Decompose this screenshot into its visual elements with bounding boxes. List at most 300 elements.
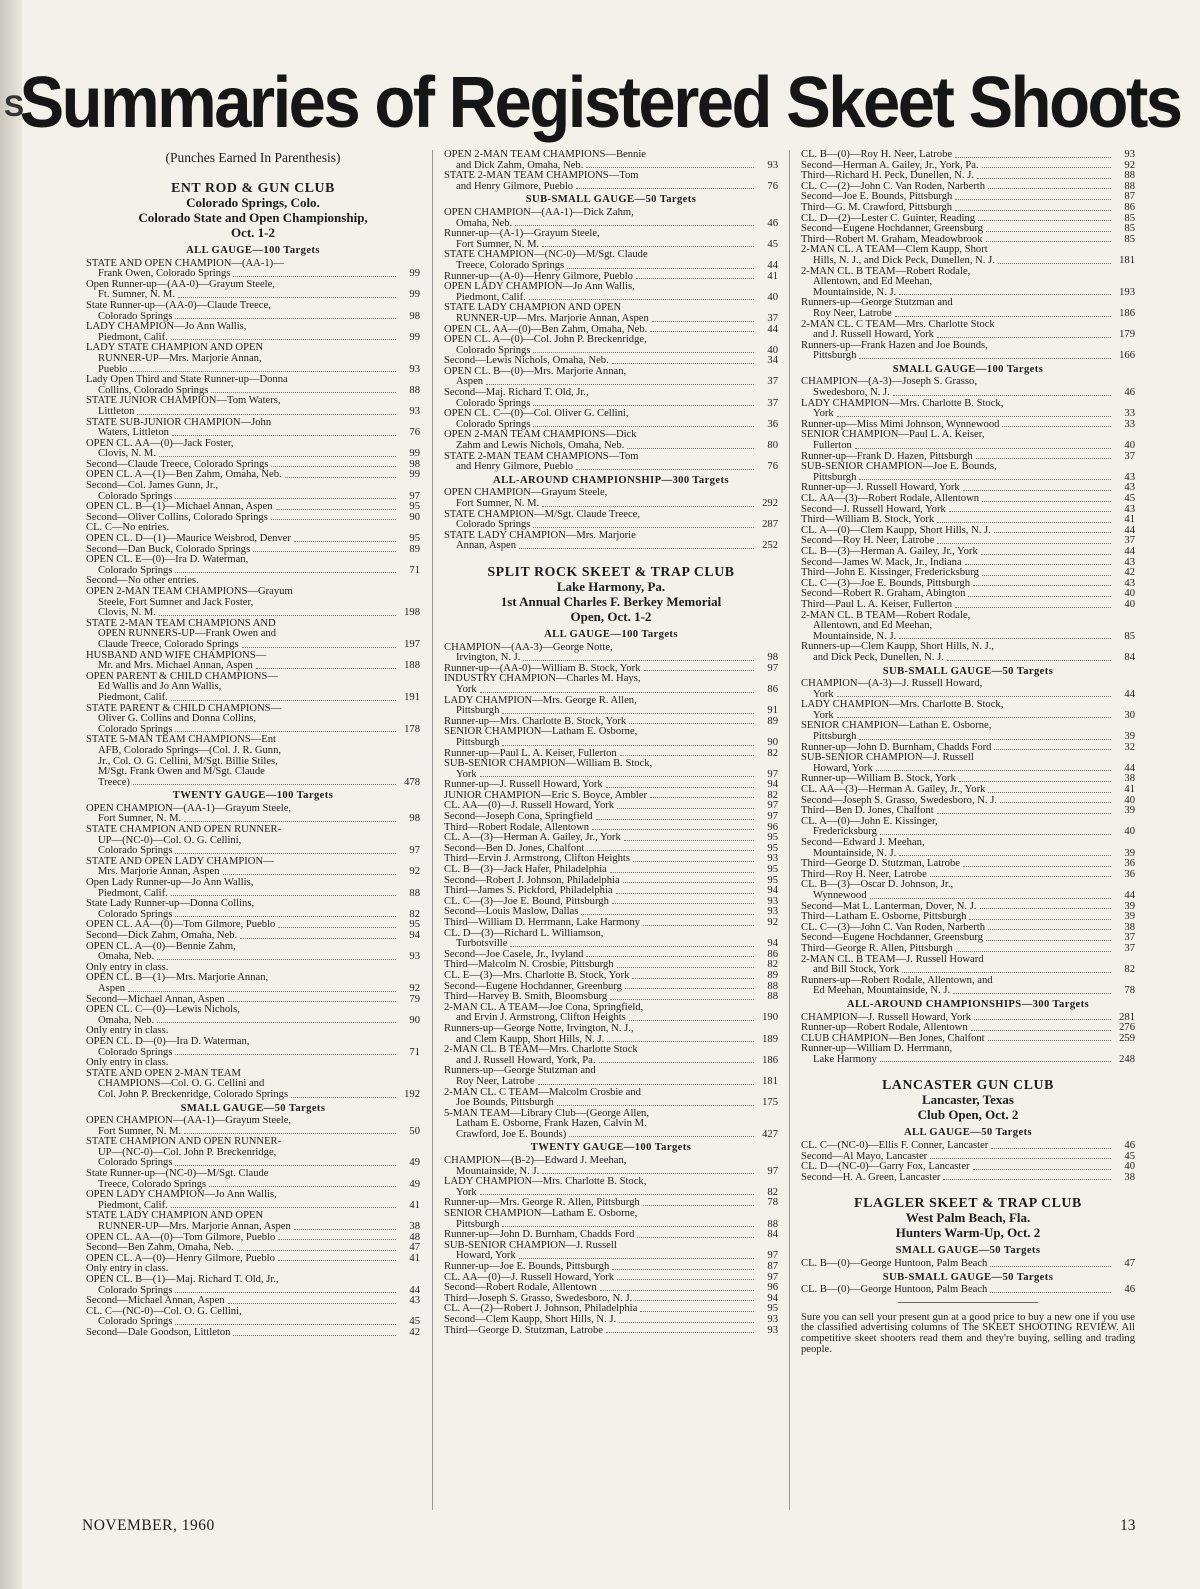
result-score: 33: [1124, 418, 1135, 430]
result-entry: [444, 282, 778, 303]
result-score: 94: [767, 779, 778, 791]
result-text: CL. AA—(0)—J. Russell Howard, York: [444, 800, 615, 812]
result-text: York: [456, 1186, 477, 1198]
column-1: [86, 150, 420, 1510]
result-score: 38: [409, 1221, 420, 1233]
leader-dots: [982, 501, 1111, 502]
result-line: [444, 1326, 778, 1337]
result-score: 88: [767, 980, 778, 992]
event-date: Open, Oct. 1-2: [570, 608, 652, 624]
result-entry: [444, 150, 778, 171]
result-text: Third—G. M. Crawford, Pittsburgh: [801, 201, 953, 213]
page-number: 13: [1120, 1517, 1136, 1534]
result-line: [86, 767, 420, 778]
result-text: SENIOR CHAMPION—Latham E. Osborne,: [444, 726, 638, 738]
leader-dots: [294, 1229, 396, 1230]
result-score: 43: [1124, 471, 1135, 483]
leader-dots: [623, 882, 754, 883]
leader-dots: [988, 792, 1111, 793]
result-line: [444, 150, 778, 161]
result-text: Colorado Springs: [98, 845, 173, 857]
result-text: Ed Wallis and Jo Ann Wallis,: [98, 681, 222, 693]
result-entry: [86, 396, 420, 417]
leader-dots: [1000, 802, 1111, 803]
result-entry: [444, 1209, 778, 1230]
result-entry: [801, 955, 1135, 976]
leader-dots: [480, 1194, 754, 1195]
result-line: [801, 494, 1135, 505]
result-text: OPEN CL. B—(1)—Maj. Richard T. Old, Jr.,: [86, 1274, 279, 1285]
result-text: CL. D—(NC-0)—Garry Fox, Lancaster: [801, 1161, 970, 1173]
result-score: 292: [762, 498, 778, 509]
leader-dots: [184, 821, 396, 822]
result-entry: [444, 1088, 778, 1109]
leader-dots: [228, 1001, 396, 1002]
leader-dots: [223, 874, 396, 875]
result-line: [801, 891, 1135, 902]
leader-dots: [990, 1292, 1111, 1293]
result-text: SENIOR CHAMPION—Latham E. Osborne,: [444, 1208, 638, 1220]
result-score: 93: [409, 405, 420, 417]
result-score: 92: [409, 866, 420, 878]
event-subheading: SMALL GAUGE—50 Targets: [180, 1102, 326, 1114]
leader-dots: [271, 466, 396, 467]
result-text: Third—Ervin J. Armstrong, Clifton Heights: [444, 853, 630, 865]
result-entry: [86, 651, 420, 672]
result-score: 40: [767, 344, 778, 356]
leader-dots: [991, 1148, 1111, 1149]
result-entry: [801, 494, 1135, 505]
result-score: 40: [1124, 598, 1135, 610]
event-subheading: ALL GAUGE—100 Targets: [544, 628, 678, 640]
result-score: 41: [767, 270, 778, 282]
result-text: Runner-up—Mrs. George R. Allen, Pittsburgh: [444, 1197, 640, 1209]
leader-dots: [519, 1258, 754, 1259]
leader-dots: [576, 188, 754, 189]
result-score: 32: [1124, 741, 1135, 753]
result-score: 42: [409, 1326, 420, 1338]
result-score: 84: [767, 1229, 778, 1241]
result-score: 94: [767, 1292, 778, 1304]
result-score: 38: [1124, 1171, 1135, 1183]
binding-edge-letter: S: [4, 90, 25, 123]
leader-dots: [994, 749, 1111, 750]
result-text: CL. A—(0)—John E. Kissinger,: [801, 815, 938, 827]
result-text: Runner-up—William D. Herrmann,: [801, 1043, 953, 1055]
leader-dots: [893, 395, 1111, 396]
result-line: [444, 1077, 778, 1088]
result-score: 85: [1124, 233, 1135, 245]
result-entry: [86, 942, 420, 963]
result-entry: [444, 674, 778, 695]
result-text: AFB, Colorado Springs—(Col. J. R. Gunn,: [98, 744, 282, 756]
result-text: OPEN CL. A—(1)—Ben Zahm, Omaha, Neb.: [86, 469, 282, 481]
result-text: STATE AND OPEN 2-MAN TEAM: [86, 1067, 241, 1079]
result-score: 192: [404, 1088, 420, 1100]
result-text: and Dick Peck, Dunellen, N. J.: [813, 651, 944, 663]
result-score: 93: [767, 1313, 778, 1325]
leader-dots: [837, 717, 1111, 718]
result-score: 82: [1124, 964, 1135, 976]
result-text: LADY STATE CHAMPION AND OPEN: [86, 342, 264, 354]
leader-dots: [157, 959, 396, 960]
result-score: 93: [1124, 150, 1135, 160]
result-entry: [444, 367, 778, 388]
result-line: [444, 759, 778, 770]
leader-dots: [619, 1322, 754, 1323]
result-score: 94: [767, 938, 778, 950]
leader-dots: [855, 448, 1111, 449]
result-text: Pittsburgh: [813, 350, 857, 362]
leader-dots: [629, 723, 754, 724]
club-name: ENT ROD & GUN CLUB: [171, 180, 335, 195]
result-text: Pueblo: [98, 363, 128, 375]
result-score: 44: [1124, 524, 1135, 536]
result-score: 44: [1124, 889, 1135, 901]
result-text: Only entry in class.: [86, 1025, 169, 1037]
result-text: State Runner-up—(AA-0)—Claude Treece,: [86, 299, 271, 311]
result-text: Second—Herman A. Gailey, Jr., York, Pa.: [801, 159, 979, 171]
result-entry: [801, 838, 1135, 859]
result-score: 93: [409, 951, 420, 963]
result-text: York: [456, 683, 477, 695]
result-text: 2-MAN CL. C TEAM—Mrs. Charlotte Stock: [801, 318, 995, 330]
result-text: Second—Lewis Nichols, Omaha, Neb.: [444, 355, 609, 367]
result-text: CL. C—(NC-0)—Col. O. G. Cellini,: [86, 1305, 242, 1317]
result-text: 2-MAN CL. B TEAM—Robert Rodale,: [801, 265, 971, 277]
result-line: [801, 351, 1135, 362]
result-text: Swedesboro, N. J.: [813, 387, 890, 399]
result-score: 76: [767, 180, 778, 192]
result-entry: [801, 976, 1135, 997]
result-text: UP—(NC-0)—Col. John P. Breckenridge,: [98, 1146, 277, 1158]
result-text: Third—George D. Stutzman, Latrobe: [801, 858, 960, 870]
result-score: 43: [1124, 503, 1135, 515]
result-text: Waters, Littleton: [98, 427, 169, 439]
leader-dots: [633, 861, 754, 862]
leader-dots: [644, 670, 754, 671]
leader-dots: [253, 551, 396, 552]
leader-dots: [937, 543, 1111, 544]
result-entry: [86, 439, 420, 460]
result-line: [86, 973, 420, 984]
result-score: 97: [409, 845, 420, 857]
leader-dots: [175, 853, 396, 854]
result-entry: [801, 817, 1135, 838]
result-entry: [444, 1024, 778, 1045]
result-score: 276: [1119, 1022, 1135, 1034]
result-entry: [86, 301, 420, 322]
result-text: Frank Owen, Colorado Springs: [98, 268, 231, 280]
leader-dots: [612, 1269, 754, 1270]
result-text: Second—Maj. Richard T. Old, Jr.,: [444, 387, 589, 399]
result-score: 84: [1124, 651, 1135, 663]
leader-dots: [880, 834, 1111, 835]
result-text: Latham E. Osborne, Frank Hazen, Calvin M.: [456, 1118, 647, 1130]
result-score: 79: [409, 993, 420, 1005]
result-entry: [801, 377, 1135, 398]
leader-dots: [973, 1169, 1111, 1170]
result-score: 90: [409, 511, 420, 523]
result-score: 93: [767, 906, 778, 918]
result-text: Third—William B. Stock, York: [801, 514, 935, 526]
result-entry: [801, 399, 1135, 420]
result-score: 46: [1124, 387, 1135, 399]
result-text: Treece): [98, 776, 130, 788]
result-score: 190: [762, 1012, 778, 1024]
result-text: Col. John P. Breckenridge, Colorado Springs: [98, 1088, 289, 1100]
result-text: Crawford, Joe E. Bounds): [456, 1128, 567, 1140]
result-text: Second—Mat L. Lanterman, Dover, N. J.: [801, 900, 977, 912]
result-text: Colorado Springs: [456, 418, 531, 430]
result-text: Second—Oliver Collins, Colorado Springs: [86, 511, 268, 523]
result-text: Aspen: [98, 982, 126, 994]
result-score: 40: [1124, 794, 1135, 806]
result-text: Colorado Springs: [456, 344, 531, 356]
leader-dots: [937, 522, 1111, 523]
result-text: Treece, Colorado Springs: [98, 1178, 207, 1190]
leader-dots: [175, 572, 396, 573]
result-score: 90: [767, 736, 778, 748]
leader-dots: [652, 321, 754, 322]
result-text: Colorado Springs: [98, 564, 173, 576]
result-score: 89: [767, 715, 778, 727]
leader-dots: [256, 668, 396, 669]
result-text: Third—Joseph S. Grasso, Swedesboro, N. J.: [444, 1292, 633, 1304]
result-score: 38: [1124, 921, 1135, 933]
leader-dots: [895, 316, 1111, 317]
leader-dots: [625, 988, 754, 989]
result-score: 42: [1124, 567, 1135, 579]
leader-dots: [523, 660, 754, 661]
leader-dots: [988, 1040, 1111, 1041]
result-text: Fort Sumner, N. M.: [98, 813, 182, 825]
leader-dots: [1002, 426, 1111, 427]
result-line: [86, 640, 420, 651]
result-text: Second—Robert J. Johnson, Philadelphia: [444, 874, 620, 886]
leader-dots: [981, 554, 1111, 555]
result-entry: [444, 488, 778, 509]
result-text: UP—(NC-0)—Col. O. G. Cellini,: [98, 834, 242, 846]
result-text: OPEN CL. A—(0)—Henry Gilmore, Pueblo: [86, 1252, 275, 1264]
result-score: 45: [1124, 493, 1135, 504]
club-name: FLAGLER SKEET & TRAP CLUB: [854, 1195, 1082, 1211]
result-score: 98: [409, 458, 420, 470]
result-text: CL. C—(NC-0)—Ellis F. Conner, Lancaster: [801, 1140, 989, 1152]
result-score: 95: [767, 1303, 778, 1315]
leader-dots: [980, 908, 1111, 909]
result-score: 82: [409, 908, 420, 920]
result-line: [801, 399, 1135, 410]
result-score: 88: [1124, 180, 1135, 192]
result-score: 37: [767, 376, 778, 388]
result-text: SUB-SENIOR CHAMPION—J. Russell: [801, 752, 974, 764]
leader-dots: [956, 951, 1111, 952]
result-line: [86, 407, 420, 418]
result-text: Steele, Fort Sumner and Jack Foster,: [98, 596, 254, 608]
result-score: 90: [409, 1014, 420, 1026]
leader-dots: [599, 1062, 755, 1063]
result-entry: [801, 1285, 1135, 1296]
result-text: LADY CHAMPION—Mrs. George R. Allen,: [444, 694, 637, 706]
result-line: [801, 309, 1135, 320]
result-score: 99: [409, 331, 420, 343]
result-score: 36: [767, 418, 778, 430]
result-text: LADY CHAMPION—Jo Ann Wallis,: [86, 321, 247, 333]
leader-dots: [606, 787, 754, 788]
leader-dots: [542, 1173, 754, 1174]
result-score: 88: [767, 991, 778, 1003]
result-score: 39: [1124, 911, 1135, 923]
result-score: 40: [767, 291, 778, 303]
result-line: [801, 700, 1135, 711]
leader-dots: [586, 167, 754, 168]
result-text: CHAMPIONS—Col. O. G. Cellini and: [98, 1078, 265, 1090]
result-line: [444, 499, 778, 510]
result-text: Third—Paul L. A. Keiser, Fullerton: [801, 598, 953, 610]
leader-dots: [973, 585, 1111, 586]
leader-dots: [930, 1158, 1111, 1159]
result-score: 46: [1124, 1140, 1135, 1152]
result-score: 86: [1124, 201, 1135, 213]
leader-dots: [178, 297, 396, 298]
result-text: Colorado Springs: [98, 490, 173, 502]
result-entry: [444, 1326, 778, 1337]
result-score: 181: [1119, 254, 1135, 266]
result-line: [444, 1024, 778, 1035]
leader-dots: [988, 188, 1111, 189]
leader-dots: [533, 405, 754, 406]
result-text: Piedmont, Calif.: [98, 331, 168, 343]
result-line: [801, 944, 1135, 955]
leader-dots: [184, 1133, 396, 1134]
column-divider: [789, 150, 790, 1510]
leader-dots: [620, 755, 754, 756]
event-date: Oct. 1-2: [230, 225, 276, 240]
result-score: 41: [409, 1252, 420, 1264]
result-score: 87: [1124, 191, 1135, 203]
result-score: 43: [1124, 577, 1135, 589]
result-line: [444, 314, 778, 325]
leader-dots: [640, 1311, 754, 1312]
result-score: 97: [767, 800, 778, 812]
result-line: [801, 256, 1135, 267]
result-entry: [444, 1177, 778, 1198]
leader-dots: [130, 371, 396, 372]
result-line: [444, 1130, 778, 1141]
result-text: Howard, York: [456, 1250, 516, 1262]
leader-dots: [606, 1332, 754, 1333]
result-text: State Runner-up—(NC-0)—M/Sgt. Claude: [86, 1168, 269, 1180]
result-entry: [86, 899, 420, 920]
leader-dots: [175, 731, 396, 732]
result-entry: [801, 245, 1135, 266]
leader-dots: [617, 967, 754, 968]
result-text: STATE PARENT & CHILD CHAMPIONS—: [86, 702, 282, 714]
result-entry: [801, 430, 1135, 451]
club-location: Lake Harmony, Pa.: [556, 578, 666, 594]
result-score: 78: [1124, 985, 1135, 997]
result-text: Piedmont, Calif.: [98, 887, 168, 899]
result-score: 36: [1124, 858, 1135, 870]
leader-dots: [233, 276, 396, 277]
result-text: Runner-up—Paul L. A. Keiser, Fullerton: [444, 747, 617, 759]
result-text: Second—Robert R. Graham, Abington: [801, 588, 966, 600]
result-text: OPEN CL. C—(0)—Lewis Nichols,: [86, 1004, 240, 1016]
leader-dots: [567, 268, 754, 269]
result-score: 85: [1124, 630, 1135, 642]
result-text: OPEN CHAMPION—(AA-1)—Dick Zahm,: [444, 206, 634, 218]
result-text: Second—Dan Buck, Colorado Springs: [86, 543, 251, 555]
result-entry: [801, 944, 1135, 955]
result-score: 95: [767, 864, 778, 876]
leader-dots: [128, 991, 396, 992]
result-score: 92: [767, 917, 778, 928]
result-entry: [444, 1045, 778, 1066]
result-entry: [444, 918, 778, 929]
result-text: Only entry in class.: [86, 1263, 169, 1275]
result-text: Mrs. Marjorie Annan, Aspen: [98, 866, 220, 878]
result-text: CL. C—(2)—John C. Van Roden, Narberth: [801, 180, 985, 192]
result-line: [801, 203, 1135, 214]
result-text: Turbotsville: [456, 938, 508, 950]
result-score: 82: [767, 747, 778, 759]
event-subheading: ALL-AROUND CHAMPIONSHIPS—300 Targets: [846, 998, 1090, 1010]
result-score: 46: [767, 217, 778, 229]
result-score: 93: [409, 363, 420, 375]
result-text: Treece, Colorado Springs: [456, 259, 565, 271]
result-entry: [801, 203, 1135, 214]
result-text: and Ervin J. Armstrong, Clifton Heights: [456, 1012, 626, 1024]
result-entry: [801, 341, 1135, 362]
result-text: Second—J. Russell Howard, York: [801, 503, 946, 515]
leader-dots: [600, 1290, 754, 1291]
result-score: 40: [1124, 588, 1135, 600]
result-score: 45: [767, 238, 778, 250]
leader-dots: [977, 178, 1111, 179]
result-text: 2-MAN CL. B TEAM—Robert Rodale,: [801, 609, 971, 621]
result-entry: [86, 1169, 420, 1190]
result-entry: [86, 418, 420, 439]
result-line: [444, 685, 778, 696]
result-text: and Henry Gilmore, Pueblo: [456, 180, 574, 192]
result-score: 71: [409, 1046, 420, 1058]
result-text: Third—Ben D. Jones, Chalfont: [801, 805, 934, 817]
result-text: CL. B—(3)—Jack Hafer, Philadelphia: [444, 864, 607, 876]
result-text: Hills, N. J., and Dick Peck, Dunellen, N. J.: [813, 254, 995, 266]
result-text: Third—Malcolm N. Crosbie, Pittsburgh: [444, 959, 614, 971]
leader-dots: [175, 498, 396, 499]
result-text: CHAMPION—J. Russell Howard, York: [801, 1011, 972, 1023]
page-binding-edge: [0, 0, 25, 1589]
leader-dots: [617, 1279, 754, 1280]
result-text: CL. A—(3)—Herman A. Gailey, Jr., York: [444, 832, 621, 844]
result-text: Second—Robert Rodale, Allentown: [444, 1282, 597, 1294]
leader-dots: [515, 225, 754, 226]
result-line: [444, 541, 778, 552]
result-text: Third—Roy H. Neer, Latrobe: [801, 868, 927, 880]
result-text: Second—Eugene Hochdanner, Greensburg: [801, 932, 984, 944]
leader-dots: [637, 1237, 754, 1238]
result-score: 86: [767, 683, 778, 695]
result-text: SENIOR CHAMPION—Lathan E. Osborne,: [801, 720, 992, 732]
leader-dots: [978, 220, 1111, 221]
result-text: Second—Joseph Cona, Springfield: [444, 811, 593, 823]
result-text: Runner-up—John D. Burnham, Chadds Ford: [801, 741, 992, 753]
leader-dots: [969, 919, 1111, 920]
event-subheading: ALL GAUGE—50 Targets: [903, 1127, 1033, 1139]
leader-dots: [998, 263, 1111, 264]
